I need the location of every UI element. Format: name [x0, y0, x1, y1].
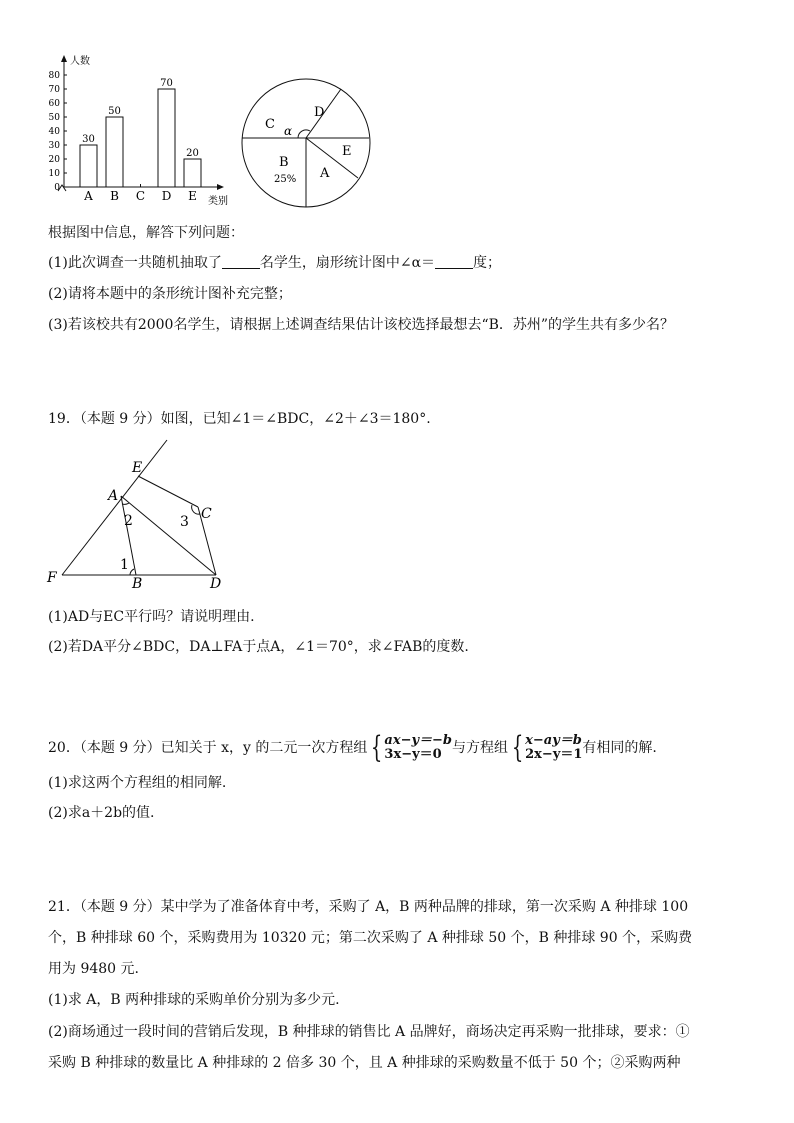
pie-label-alpha: α [284, 124, 293, 138]
bar-y-tick-label: 60 [48, 99, 60, 109]
bar-data-label: 20 [186, 148, 199, 159]
q18-part1-b: 名学生，扇形统计图中∠α＝ [259, 255, 436, 271]
bar-y-tick-label: 10 [48, 169, 60, 179]
q18-blank-2[interactable] [435, 254, 473, 269]
bar-y-tick-label: 40 [48, 127, 60, 137]
pie-label-a: A [320, 166, 330, 181]
bar-a [80, 145, 97, 187]
point-f-label: F [47, 570, 57, 586]
q21-line3: 用为 9480 元. [48, 961, 139, 977]
angle-2-label: 2 [124, 513, 133, 529]
pie-label-b: B [279, 155, 289, 170]
brace-2-icon: { [511, 730, 524, 765]
ray-fe [62, 440, 167, 575]
bar-b [106, 117, 123, 187]
intro-text: 根据图中信息，解答下列问题： [48, 225, 244, 241]
bar-chart-xlabel: 类别 [208, 196, 228, 207]
q20-mid: 与方程组 [452, 740, 509, 756]
bar-chart [40, 52, 230, 210]
angle-3-label: 3 [180, 514, 189, 530]
q20-title [48, 732, 657, 764]
q18-part2: (2)请将本题中的条形统计图补充完整； [48, 286, 292, 302]
bar-d [158, 89, 175, 187]
q20-part2: (2)求a＋2b的值. [48, 805, 155, 821]
point-d-label: D [210, 576, 222, 592]
point-a-label: A [108, 488, 119, 504]
q19-part1: (1)AD与EC平行吗？请说明理由. [48, 609, 255, 625]
q20-sys1-bottom: 3x−y＝0 [384, 747, 442, 762]
angle-2-arc [122, 503, 129, 504]
brace-1-icon: { [371, 730, 383, 765]
q18-part1-a: (1)此次调查一共随机抽取了 [48, 255, 222, 271]
q20-sys1-top: ax−y＝−b [384, 733, 453, 748]
q18-part3: (3)若该校共有2000名学生，请根据上述调查结果估计该校选择最想去“B．苏州”的学生共有多少名？ [48, 317, 675, 333]
point-c-label: C [201, 506, 212, 522]
q18-part1 [48, 253, 501, 273]
q20-part1: (1)求这两个方程组的相同解. [48, 775, 227, 791]
bar-y-tick-label: 30 [48, 141, 60, 151]
q20-title-b: 有相同的解. [582, 740, 657, 756]
bar-chart-bars [80, 78, 201, 203]
q20-title-a: 20．（本题 9 分）已知关于 x，y 的二元一次方程组 [48, 740, 368, 756]
bar-x-tick-label: C [135, 189, 146, 203]
bar-x-arrow-icon [217, 184, 224, 190]
q19-part2: (2)若DA平分∠BDC，DA⊥FA于点A，∠1＝70°，求∠FAB的度数. [48, 639, 469, 655]
bar-chart-ylabel: 人数 [70, 56, 90, 67]
q18-blank-1[interactable] [222, 254, 260, 269]
pie-label-e: E [342, 144, 352, 159]
bar-x-tick-label: A [84, 189, 93, 203]
q19-diagram [44, 438, 234, 592]
bar-x-tick-label: B [110, 189, 119, 203]
q21-line5: (2)商场通过一段时间的营销后发现，B 种排球的销售比 A 品牌好，商场决定再采购一批排球，要求：① [48, 1024, 690, 1040]
q20-system-1 [367, 730, 453, 765]
bar-data-label: 30 [82, 134, 95, 145]
pie-label-d: D [314, 105, 325, 120]
alpha-arc [298, 130, 310, 138]
bar-e [184, 159, 201, 187]
q21-line4: (1)求 A，B 两种排球的采购单价分别为多少元. [48, 992, 340, 1008]
angle-1-arc [130, 569, 134, 575]
bar-y-tick-label: 20 [48, 155, 60, 165]
pie-label-c: C [265, 117, 275, 132]
q21-line2: 个，B 种排球 60 个，采购费用为 10320 元；第二次采购了 A 种排球 50 个，B 种排球 90 个，采购费 [48, 930, 693, 946]
bar-y-tick-label: 50 [48, 113, 60, 123]
bar-data-label: 50 [108, 106, 121, 117]
bar-y-tick-label: 80 [48, 71, 60, 81]
bar-data-label: 70 [160, 78, 173, 89]
pie-chart [238, 78, 376, 212]
q20-sys2-top: x−ay＝b [525, 733, 582, 748]
q19-title: 19．（本题 9 分）如图，已知∠1＝∠BDC，∠2＋∠3＝180°. [48, 411, 431, 427]
q21-line1: 21．（本题 9 分）某中学为了准备体育中考，采购了 A，B 两种品牌的排球，第一次采购 A 种排球 100 [48, 899, 689, 915]
bar-y-tick-label: 70 [48, 85, 60, 95]
q21-line6: 采购 B 种排球的数量比 A 种排球的 2 倍多 30 个，且 A 种排球的采购数量不低于 50 个；②采购两种 [48, 1055, 681, 1071]
bar-y-arrow-icon [61, 55, 67, 62]
bar-x-tick-label: D [161, 189, 172, 203]
bar-y-tick-label: 0 [54, 183, 60, 193]
angle-1-label: 1 [120, 557, 129, 573]
bar-x-tick-label: E [188, 189, 197, 203]
q18-part1-c: 度； [473, 255, 502, 271]
pie-label-b-percent: 25% [274, 174, 297, 185]
point-e-label: E [132, 460, 143, 476]
q20-sys2-bottom: 2x−y＝1 [525, 747, 583, 762]
point-b-label: B [132, 576, 143, 592]
segment-ec [138, 476, 198, 507]
q20-system-2 [508, 730, 583, 765]
